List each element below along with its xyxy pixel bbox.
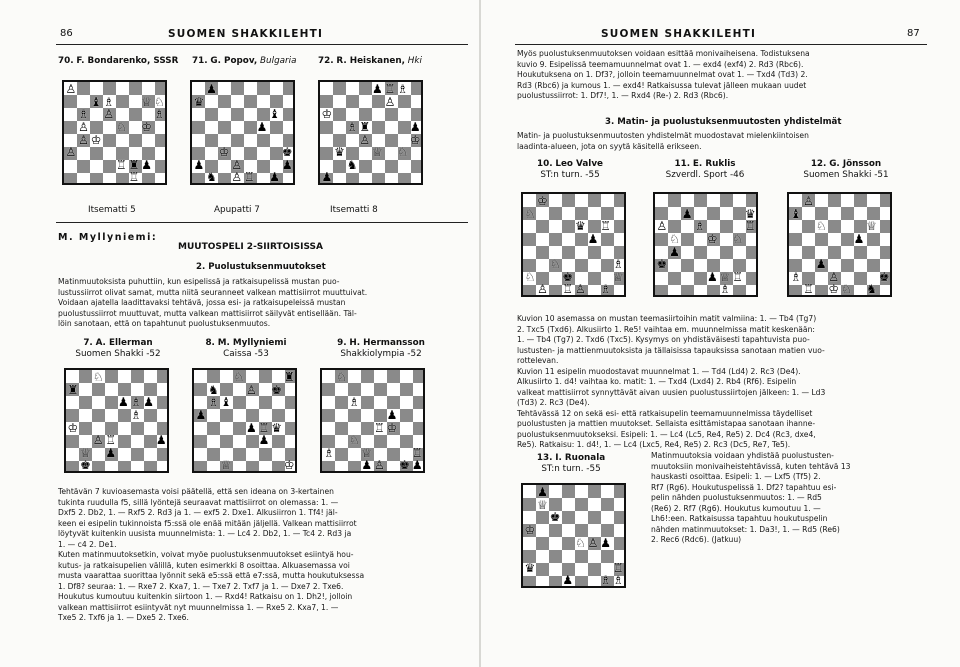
white-king-icon: ♔: [67, 420, 79, 435]
black-pawn-icon: ♟: [118, 395, 129, 410]
black-king-icon: ♚: [656, 257, 668, 272]
discussion-paragraph: Kuvion 10 asemassa on mustan teemasiirtoihin matit valmiina: 1. — Tb4 (Tg7) 2. Txc5 (Txd6). Alkusiirto 1. Re5! vaihtaa em. muunnelmissa matit keskenään: 1. — Tb4 (Tg7) 2. Txd6 (Txc5). Kysymys on yhdistäväisesti tapahtuvista puo- lustusten- ja mattienmuutoksista ja tällaisissa tapauksissa sanotaan matien vuo- rottelevan. Kuvion 11 esipelin muodostavat muunnelmat 1. — Td4 (Ld4) 2. Rc3 (De4). Alkusiirto 1. d4! vaihtaa ko. matit: 1. — Txd4 (Lxd4) 2. Rb4 (Rf6). Esipelin valkeat mattisiirrot synnyttävät aivan uusien puolustussiirtojen jälkeen: 1. — Ld3 (Td3) 2. Rc3 (De4). Tehtävässä 12 on sekä esi- että ratkaisupelin teemamuunnelmissa täydelliset puolustusten ja mattien muutokset. Sellaista esittämistapaa sanotaan ihanne- puolustuksenmuutokseksi. Esipeli: 1. — Lc4 (Lc5, Re4, Re5) 2. Dc4 (Rc3, dxe4, Re5). Ratkaisu: 1. d4!, 1. — Lc4 (Lxc5, Re4, Re5) 2. Rc3 (Dc5, Re7, Te5).: [517, 314, 826, 449]
white-bishop-icon: ♗: [346, 119, 358, 134]
section-heading: 3. Matin- ja puolustuksenmuutosten yhdistelmät: [605, 117, 842, 127]
white-knight-icon: ♘: [524, 206, 536, 221]
problem-13-header: 13. I. Ruonala ST:n turn. -55: [536, 453, 606, 474]
white-bishop-icon: ♗: [130, 395, 142, 410]
problem-70-header: 70. F. Bondarenko, SSSR: [58, 56, 179, 66]
white-knight-icon: ♘: [233, 370, 245, 384]
white-queen-icon: ♕: [141, 94, 153, 109]
white-bishop-icon: ♗: [348, 395, 360, 410]
black-pawn-icon: ♟: [600, 535, 612, 550]
white-rook-icon: ♖: [128, 170, 140, 185]
white-queen-icon: ♕: [612, 269, 624, 284]
page-number: 86: [60, 28, 73, 39]
black-pawn-icon: ♟: [681, 206, 693, 221]
black-pawn-icon: ♟: [361, 458, 373, 473]
black-knight-icon: ♞: [346, 157, 358, 172]
black-pawn-icon: ♟: [155, 433, 167, 448]
chess-diagram-10: [521, 192, 626, 297]
white-knight-icon: ♘: [92, 370, 104, 384]
white-knight-icon: ♘: [336, 370, 347, 384]
problem-72-header: 72. R. Heiskanen, Hki: [318, 56, 422, 66]
article-author: M. Myllyniemi:: [58, 232, 158, 243]
black-rook-icon: ♜: [359, 119, 371, 134]
chess-diagram-71: [190, 80, 295, 185]
white-rook-icon: ♖: [562, 282, 574, 297]
white-rook-icon: ♖: [374, 420, 385, 435]
page-number: 87: [907, 28, 920, 39]
white-bishop-icon: ♗: [78, 107, 89, 122]
white-king-icon: ♔: [141, 119, 153, 134]
white-knight-icon: ♘: [153, 94, 165, 109]
problem-7-header: 7. A. Ellerman Suomen Shakki -52: [75, 338, 161, 359]
black-pawn-icon: ♟: [143, 395, 155, 410]
black-king-icon: ♚: [399, 458, 411, 473]
black-pawn-icon: ♟: [372, 82, 383, 96]
problem-8-header: 8. M. Myllyniemi Caissa -53: [205, 338, 287, 359]
chess-diagram-8: [192, 368, 297, 473]
white-rook-icon: ♖: [116, 157, 127, 172]
white-rook-icon: ♖: [612, 560, 624, 575]
black-pawn-icon: ♟: [269, 170, 281, 185]
white-king-icon: ♔: [90, 132, 102, 147]
black-bishop-icon: ♝: [790, 206, 802, 221]
white-rook-icon: ♖: [744, 219, 756, 234]
black-queen-icon: ♛: [575, 219, 586, 234]
black-queen-icon: ♛: [271, 420, 283, 435]
white-queen-icon: ♕: [866, 219, 878, 234]
section-paragraph: Matin- ja puolustuksenmuutosten yhdistelmät muodostavat mielenkiintoisen laadinta-alueen, jota on syytä käsitellä erikseen.: [517, 131, 809, 151]
black-king-icon: ♚: [562, 269, 574, 284]
black-king-icon: ♚: [878, 269, 890, 284]
header-rule: [515, 44, 927, 45]
black-rook-icon: ♜: [283, 370, 295, 384]
black-rook-icon: ♜: [67, 382, 79, 397]
white-bishop-icon: ♗: [130, 407, 142, 422]
white-bishop-icon: ♗: [694, 219, 706, 234]
black-pawn-icon: ♟: [411, 458, 423, 473]
white-pawn-icon: ♙: [587, 535, 599, 550]
section-heading: 2. Puolustuksenmuutokset: [196, 262, 326, 272]
problem-71-caption: Apupatti 7: [214, 205, 260, 215]
black-queen-icon: ♛: [744, 206, 756, 221]
white-bishop-icon: ♗: [103, 94, 115, 109]
continuation-paragraph: Matinmuutoksia voidaan yhdistää puolustusten- muutoksiin monivaiheistehtävissä, kuten tehtävä 13 hauskasti osoittaa. Esipeli: 1. — Lxf5 (Tf5) 2. Rf7 (Rg6). Houkutuspelissä 1. Df2? tapahtuu esi- pelin nähden puolustuksenmuutos: 1. — Rd5 (Re6) 2. Rf7 (Rg6). Houkutus kumoutuu 1. — Lh6!:een. Ratkaisussa tapahtuu houkutuspelin nähden matinmuutokset: 1. Da3!, 1. — Rd5 (Re6) 2. Rec6 (Rdc6). (Jatkuu): [651, 451, 851, 544]
right-page: [481, 0, 960, 667]
chess-diagram-12: [787, 192, 892, 297]
chess-diagram-7: [64, 368, 169, 473]
black-pawn-icon: ♟: [206, 82, 217, 96]
white-bishop-icon: ♗: [612, 573, 624, 588]
problem-12-header: 12. G. Jönsson Suomen Shakki -51: [803, 159, 889, 180]
white-king-icon: ♔: [218, 145, 230, 160]
white-queen-icon: ♕: [361, 445, 373, 460]
black-knight-icon: ♞: [866, 282, 878, 297]
intro-paragraph: Myös puolustuksenmuutoksen voidaan esittää monivaiheisena. Todistuksena kuvio 9. Esipelissä teemamuunnelmat ovat 1. — exd4 (exf4) 2. Rd3 (Rbc6). Houkutuksena on 1. Df3?, jolloin teemamuunnelmat ovat 1. — Txd4 (Td3) 2. Rd3 (Rbc6) ja kumous 1. — exd4! Ratkaisussa tulevat jälleen mukaan uudet puolustussiirrot: 1. Df7!, 1. — Rxd4 (Re-) 2. Rd3 (Rbc6).: [517, 49, 810, 100]
white-pawn-icon: ♙: [65, 82, 77, 96]
white-pawn-icon: ♙: [803, 194, 814, 208]
black-king-icon: ♚: [281, 145, 293, 160]
white-knight-icon: ♘: [575, 535, 586, 550]
black-queen-icon: ♛: [334, 145, 345, 160]
article-title: MUUTOSPELI 2-SIIRTOISISSA: [178, 242, 324, 252]
black-pawn-icon: ♟: [707, 269, 718, 284]
running-head: SUOMEN SHAKKILEHTI: [601, 28, 757, 40]
white-queen-icon: ♕: [80, 445, 91, 460]
white-knight-icon: ♘: [348, 433, 360, 448]
black-pawn-icon: ♟: [853, 231, 865, 246]
black-rook-icon: ♜: [128, 157, 140, 172]
white-pawn-icon: ♙: [374, 458, 385, 473]
chess-diagram-11: [653, 192, 758, 297]
white-pawn-icon: ♙: [246, 382, 257, 397]
chess-diagram-72: [318, 80, 423, 185]
black-king-icon: ♚: [549, 510, 561, 525]
white-pawn-icon: ♙: [575, 282, 586, 297]
white-pawn-icon: ♙: [65, 145, 77, 160]
black-pawn-icon: ♟: [321, 170, 333, 185]
white-queen-icon: ♕: [372, 145, 383, 160]
white-king-icon: ♔: [386, 420, 398, 435]
white-pawn-icon: ♙: [359, 132, 371, 147]
white-bishop-icon: ♗: [208, 395, 219, 410]
black-bishop-icon: ♝: [90, 94, 102, 109]
white-rook-icon: ♖: [244, 170, 255, 185]
white-pawn-icon: ♙: [103, 107, 115, 122]
white-pawn-icon: ♙: [78, 119, 89, 134]
left-page: [0, 0, 479, 667]
problem-9-header: 9. H. Hermansson Shakkiolympia -52: [337, 338, 425, 359]
white-king-icon: ♔: [409, 132, 421, 147]
intro-paragraph: Matinmuutoksista puhuttiin, kun esipelissä ja ratkaisupelissä mustan puo- lustussiirrot olivat samat, mutta niitä seuranneet valkean mattisiirrot muuttuivat. Voidaan ajatella laadittavaksi tehtävä, jossa esi- ja ratkaisupeleissä mustan puolustussiirrot muuttuvat, mutta valkean mattisiirrot säilyvät entisellään. Täl- löin sanotaan, että on tapahtunut puolustuksenmuutos.: [58, 277, 368, 328]
black-knight-icon: ♞: [206, 170, 217, 185]
running-head: SUOMEN SHAKKILEHTI: [168, 28, 324, 40]
black-king-icon: ♚: [80, 458, 91, 473]
white-rook-icon: ♖: [600, 219, 612, 234]
white-knight-icon: ♘: [549, 257, 561, 272]
black-pawn-icon: ♟: [256, 119, 268, 134]
white-king-icon: ♔: [524, 522, 536, 537]
black-king-icon: ♚: [271, 382, 283, 397]
white-king-icon: ♔: [707, 231, 718, 246]
white-rook-icon: ♖: [732, 269, 744, 284]
chess-diagram-70: [62, 80, 167, 185]
black-pawn-icon: ♟: [386, 407, 398, 422]
white-queen-icon: ♕: [719, 269, 731, 284]
black-knight-icon: ♞: [208, 382, 219, 397]
black-pawn-icon: ♟: [669, 244, 680, 259]
white-bishop-icon: ♗: [600, 573, 612, 588]
black-pawn-icon: ♟: [409, 119, 421, 134]
black-pawn-icon: ♟: [105, 445, 117, 460]
section-rule: [56, 222, 468, 223]
header-rule: [56, 44, 468, 45]
white-bishop-icon: ♗: [600, 282, 612, 297]
black-pawn-icon: ♟: [537, 485, 548, 499]
white-pawn-icon: ♙: [656, 219, 668, 234]
black-pawn-icon: ♟: [258, 433, 270, 448]
white-queen-icon: ♕: [537, 497, 548, 512]
problem-72-caption: Itsematti 8: [330, 205, 378, 215]
chess-diagram-13: [521, 483, 626, 588]
white-king-icon: ♔: [321, 107, 333, 122]
white-rook-icon: ♖: [384, 82, 396, 96]
white-knight-icon: ♘: [815, 219, 827, 234]
black-queen-icon: ♛: [524, 560, 536, 575]
white-bishop-icon: ♗: [397, 82, 409, 96]
analysis-paragraph: Tehtävän 7 kuvioasemasta voisi päätellä, että sen ideana on 3-kertainen tukinta ruudulla f5, sillä lyöntejä seuraavat mattisiirrot on olemassa: 1. — Dxf5 2. Db2, 1. — Rxf5 2. Rd3 ja 1. — exf5 2. Dxe1. Alkusiirron 1. Tf4! jäl- keen ei esipelin tukinnoista f5:ssä ole enää mitään jäljellä. Valkean mattisiirrot löytyvät kuitenkin uusista muunnelmista: 1. — Lc4 2. Db2, 1. — Tc4 2. Rd3 ja 1. — c4 2. De1. Kuten matinmuutoksetkin, voivat myöe puolustuksenmuutokset esiintyä hou- kutus- ja ratkaisupelien välillä, kuten esimerkki 8 osoittaa. Alkuasemassa voi musta vaarattaa suorittaa lyönnit sekä e5:ssä että e7:ssä, mutta houkutuksessa 1. Df8? seuraa: 1. — Rxe7 2. Kxa7, 1. — Txe7 2. Txf7 ja 1. — Dxe7 2. Txe6. Houkutus kumoutuu kuitenkin siirtoon 1. — Rxd4! Ratkaisu on 1. Dh2!, jolloin valkean mattisiirrot esiintyvät nyt muunnelmissa 1. — Rxe5 2. Kxa7, 1. — Txe5 2. Txf6 ja 1. — Dxe5 2. Txe6.: [58, 487, 365, 622]
white-bishop-icon: ♗: [790, 269, 802, 284]
white-knight-icon: ♘: [524, 269, 536, 284]
black-pawn-icon: ♟: [195, 407, 207, 422]
white-knight-icon: ♘: [669, 231, 680, 246]
white-rook-icon: ♖: [105, 433, 117, 448]
problem-11-header: 11. E. Ruklis Szverdl. Sport -46: [665, 159, 745, 180]
white-pawn-icon: ♙: [828, 269, 840, 284]
white-queen-icon: ♕: [220, 458, 232, 473]
black-pawn-icon: ♟: [815, 257, 827, 272]
black-bishop-icon: ♝: [220, 395, 232, 410]
black-pawn-icon: ♟: [141, 157, 153, 172]
white-pawn-icon: ♙: [231, 157, 243, 172]
black-pawn-icon: ♟: [281, 157, 293, 172]
white-rook-icon: ♖: [803, 282, 814, 297]
problem-10-header: 10. Leo Valve ST:n turn. -55: [536, 159, 604, 180]
white-king-icon: ♔: [537, 194, 548, 208]
white-rook-icon: ♖: [258, 420, 270, 435]
white-knight-icon: ♘: [841, 282, 852, 297]
black-pawn-icon: ♟: [246, 420, 257, 435]
chess-diagram-9: [320, 368, 425, 473]
black-pawn-icon: ♟: [193, 157, 205, 172]
black-bishop-icon: ♝: [269, 107, 281, 122]
white-bishop-icon: ♗: [612, 257, 624, 272]
white-pawn-icon: ♙: [92, 433, 104, 448]
white-bishop-icon: ♗: [323, 445, 335, 460]
white-bishop-icon: ♗: [719, 282, 731, 297]
white-rook-icon: ♖: [411, 445, 423, 460]
black-pawn-icon: ♟: [562, 573, 574, 588]
problem-70-caption: Itsematti 5: [88, 205, 136, 215]
white-king-icon: ♔: [283, 458, 295, 473]
white-bishop-icon: ♗: [153, 107, 165, 122]
white-knight-icon: ♘: [732, 231, 744, 246]
white-king-icon: ♔: [828, 282, 840, 297]
white-pawn-icon: ♙: [537, 282, 548, 297]
white-pawn-icon: ♙: [231, 170, 243, 185]
black-queen-icon: ♛: [193, 94, 205, 109]
black-pawn-icon: ♟: [587, 231, 599, 246]
problem-71-header: 71. G. Popov, Bulgaria: [192, 56, 297, 66]
white-pawn-icon: ♙: [384, 94, 396, 109]
white-pawn-icon: ♙: [78, 132, 89, 147]
white-knight-icon: ♘: [116, 119, 127, 134]
white-knight-icon: ♘: [397, 145, 409, 160]
